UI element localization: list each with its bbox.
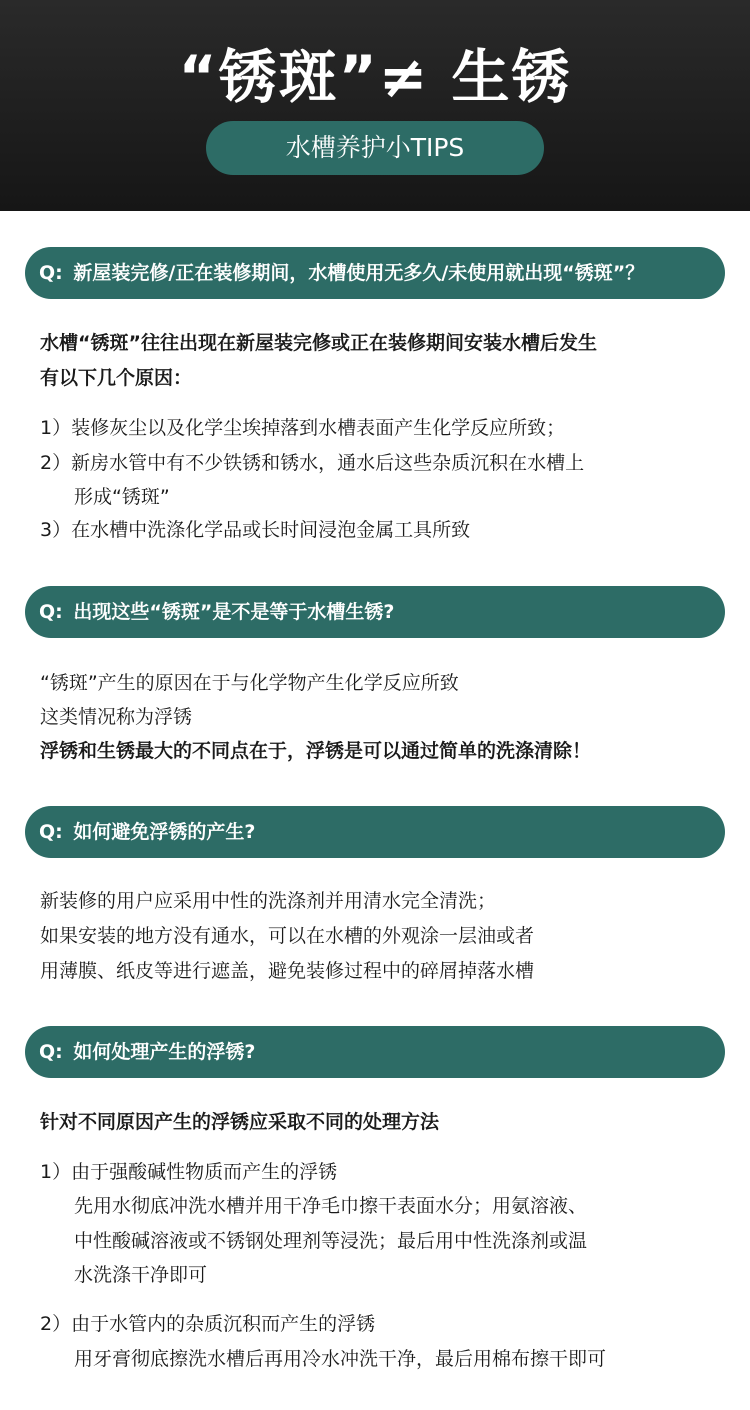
- answer-line: 2）由于水管内的杂质沉积而产生的浮锈: [40, 1313, 376, 1335]
- answer-line: 浮锈和生锈最大的不同点在于，浮锈是可以通过简单的洗涤清除！: [40, 740, 592, 762]
- page-title: “锈斑”≠ 生锈: [178, 43, 572, 111]
- answer-line: 这类情况称为浮锈: [40, 706, 193, 728]
- answer-line: 新装修的用户应采用中性的洗涤剂并用清水完全清洗；: [40, 890, 497, 912]
- question-label: Q:: [39, 601, 63, 623]
- answer-line: 中性酸碱溶液或不锈钢处理剂等浸洗；最后用中性洗涤剂或温: [74, 1230, 588, 1252]
- question-bar-1: [25, 247, 725, 299]
- question-text: 如何避免浮锈的产生?: [73, 821, 256, 843]
- question-bar-2: [25, 586, 725, 638]
- answer-line: 有以下几个原因：: [40, 367, 193, 389]
- answer-line: 1）由于强酸碱性物质而产生的浮锈: [40, 1161, 338, 1183]
- question-label: Q:: [39, 821, 63, 843]
- answer-line: “锈斑”产生的原因在于与化学物产生化学反应所致: [40, 672, 459, 694]
- answer-line: 用薄膜、纸皮等进行遮盖，避免装修过程中的碎屑掉落水槽: [40, 960, 535, 982]
- answer-line: 针对不同原因产生的浮锈应采取不同的处理方法: [40, 1111, 440, 1133]
- question-bar-3: [25, 806, 725, 858]
- answer-line: 3）在水槽中洗涤化学品或长时间浸泡金属工具所致: [40, 519, 471, 541]
- answer-line: 如果安装的地方没有通水，可以在水槽的外观涂一层油或者: [40, 925, 535, 947]
- question-label: Q:: [39, 1041, 63, 1063]
- answer-line: 形成“锈斑”: [74, 486, 170, 508]
- question-text: 出现这些“锈斑”是不是等于水槽生锈?: [73, 601, 395, 623]
- answer-line: 2）新房水管中有不少铁锈和锈水，通水后这些杂质沉积在水槽上: [40, 452, 585, 474]
- answer-line: 水洗涤干净即可: [74, 1264, 208, 1286]
- question-label: Q:: [39, 262, 63, 284]
- header-banner: [0, 0, 750, 211]
- answer-line: 先用水彻底冲洗水槽并用干净毛巾擦干表面水分；用氨溶液、: [74, 1195, 588, 1217]
- answer-line: 用牙膏彻底擦洗水槽后再用冷水冲洗干净，最后用棉布擦干即可: [74, 1348, 607, 1370]
- tips-badge: 水槽养护小TIPS: [206, 121, 544, 175]
- question-text: 新屋装完修/正在装修期间，水槽使用无多久/未使用就出现“锈斑”？: [73, 262, 645, 284]
- answer-line: 1）装修灰尘以及化学尘埃掉落到水槽表面产生化学反应所致；: [40, 417, 566, 439]
- question-text: 如何处理产生的浮锈?: [73, 1041, 256, 1063]
- question-bar-4: [25, 1026, 725, 1078]
- answer-line: 水槽“锈斑”往往出现在新屋装完修或正在装修期间安装水槽后发生: [40, 332, 597, 354]
